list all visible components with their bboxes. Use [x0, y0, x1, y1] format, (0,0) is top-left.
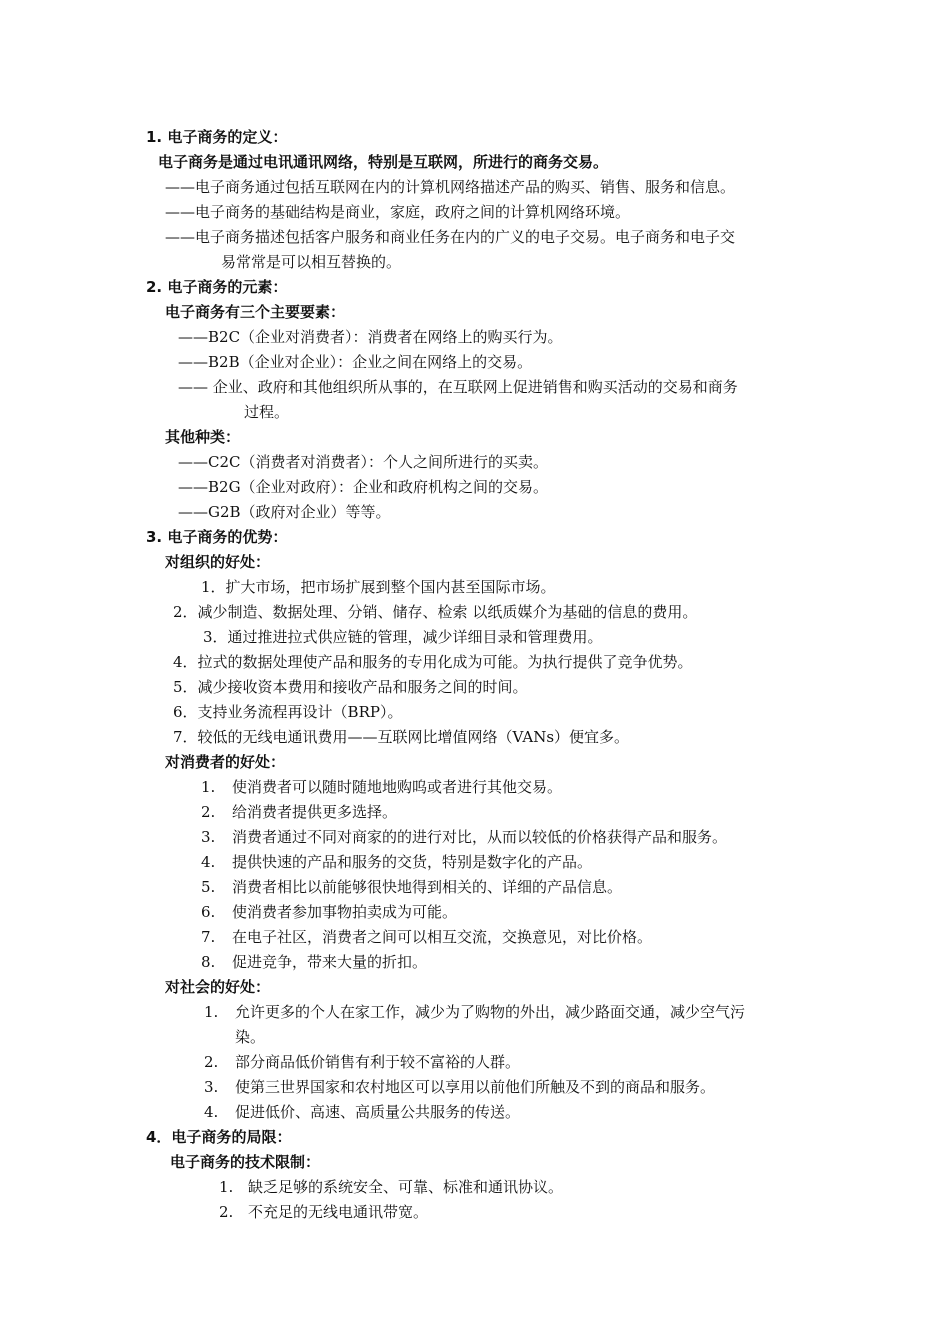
list-item-number: 2.	[204, 1053, 219, 1071]
list-item: 使消费者可以随时随地地购呜或者进行其他交易。	[232, 778, 563, 796]
list-item: 允许更多的个人在家工作，减少为了购物的外出，减少路面交通，减少空气污	[235, 1003, 746, 1021]
tech-limits-title: 电子商务的技术限制：	[170, 1153, 321, 1171]
list-item-number: 3.	[204, 1078, 219, 1096]
list-item: 给消费者提供更多选择。	[232, 803, 398, 821]
list-item: ——B2C（企业对消费者）：消费者在网络上的购买行为。	[178, 328, 563, 346]
list-item: 促进竞争，带来大量的折扣。	[232, 953, 428, 971]
list-item: 7．较低的无线电通讯费用——互联网比增值网络（VANs）便宜多。	[173, 728, 630, 746]
list-item: 促进低价、高速、高质量公共服务的传送。	[235, 1103, 521, 1121]
list-item-number: 4.	[201, 853, 216, 871]
list-item: 部分商品低价销售有利于较不富裕的人群。	[235, 1053, 521, 1071]
list-item: ——B2B（企业对企业）：企业之间在网络上的交易。	[178, 353, 533, 371]
list-item-continuation: 染。	[235, 1028, 266, 1046]
list-item-number: 4.	[204, 1103, 219, 1121]
section-4-heading: 4．电子商务的局限：	[146, 1128, 292, 1146]
list-item-number: 7.	[201, 928, 216, 946]
section-2-subtitle-other: 其他种类：	[165, 428, 241, 446]
section-3-heading: 3. 电子商务的优势：	[146, 528, 288, 546]
society-benefits-title: 对社会的好处：	[165, 978, 271, 996]
list-item: ——G2B（政府对企业）等等。	[178, 503, 391, 521]
list-item: 3．通过推进拉式供应链的管理，减少详细目录和管理费用。	[203, 628, 603, 646]
list-item-number: 8.	[201, 953, 216, 971]
list-item: 使第三世界国家和农村地区可以享用以前他们所触及不到的商品和服务。	[235, 1078, 716, 1096]
list-item: ——C2C（消费者对消费者）：个人之间所进行的买卖。	[178, 453, 548, 471]
section-1-definition: 电子商务是通过电讯通讯网络，特别是互联网，所进行的商务交易。	[158, 153, 609, 171]
section-1-heading: 1. 电子商务的定义：	[146, 128, 288, 146]
list-item: ——电子商务通过包括互联网在内的计算机网络描述产品的购买、销售、服务和信息。	[165, 178, 736, 196]
list-item: 2．减少制造、数据处理、分销、储存、检索 以纸质媒介为基础的信息的费用。	[173, 603, 698, 621]
consumer-benefits-title: 对消费者的好处：	[165, 753, 286, 771]
list-item-number: 1.	[219, 1178, 234, 1196]
list-item-number: 3.	[201, 828, 216, 846]
list-item: 消费者通过不同对商家的的进行对比，从而以较低的价格获得产品和服务。	[232, 828, 728, 846]
list-item-number: 1.	[201, 778, 216, 796]
list-item: 提供快速的产品和服务的交货，特别是数字化的产品。	[232, 853, 593, 871]
list-item: 4．拉式的数据处理使产品和服务的专用化成为可能。为执行提供了竞争优势。	[173, 653, 693, 671]
list-item-number: 6.	[201, 903, 216, 921]
list-item: ——电子商务的基础结构是商业，家庭，政府之间的计算机网络环境。	[165, 203, 631, 221]
list-item-number: 5.	[201, 878, 216, 896]
list-item: 使消费者参加事物拍卖成为可能。	[232, 903, 458, 921]
list-item: 缺乏足够的系统安全、可靠、标准和通讯协议。	[248, 1178, 564, 1196]
list-item-number: 1.	[204, 1003, 219, 1021]
list-item: —— 企业、政府和其他组织所从事的，在互联网上促进销售和购买活动的交易和商务	[178, 378, 738, 396]
list-item-continuation: 过程。	[244, 403, 290, 421]
list-item: 1．扩大市场，把市场扩展到整个国内甚至国际市场。	[201, 578, 556, 596]
section-2-heading: 2. 电子商务的元素：	[146, 278, 288, 296]
list-item-continuation: 易常常是可以相互替换的。	[221, 253, 402, 271]
list-item: ——B2G（企业对政府）：企业和政府机构之间的交易。	[178, 478, 549, 496]
org-benefits-title: 对组织的好处：	[165, 553, 271, 571]
list-item: 在电子社区，消费者之间可以相互交流，交换意见，对比价格。	[232, 928, 653, 946]
list-item-number: 2.	[219, 1203, 234, 1221]
list-item: ——电子商务描述包括客户服务和商业任务在内的广义的电子交易。电子商务和电子交	[165, 228, 736, 246]
list-item: 5．减少接收资本费用和接收产品和服务之间的时间。	[173, 678, 528, 696]
list-item: 不充足的无线电通讯带宽。	[248, 1203, 429, 1221]
section-2-subtitle-main: 电子商务有三个主要要素：	[165, 303, 346, 321]
list-item: 消费者相比以前能够很快地得到相关的、详细的产品信息。	[232, 878, 623, 896]
list-item: 6．支持业务流程再设计（BRP）。	[173, 703, 403, 721]
list-item-number: 2.	[201, 803, 216, 821]
